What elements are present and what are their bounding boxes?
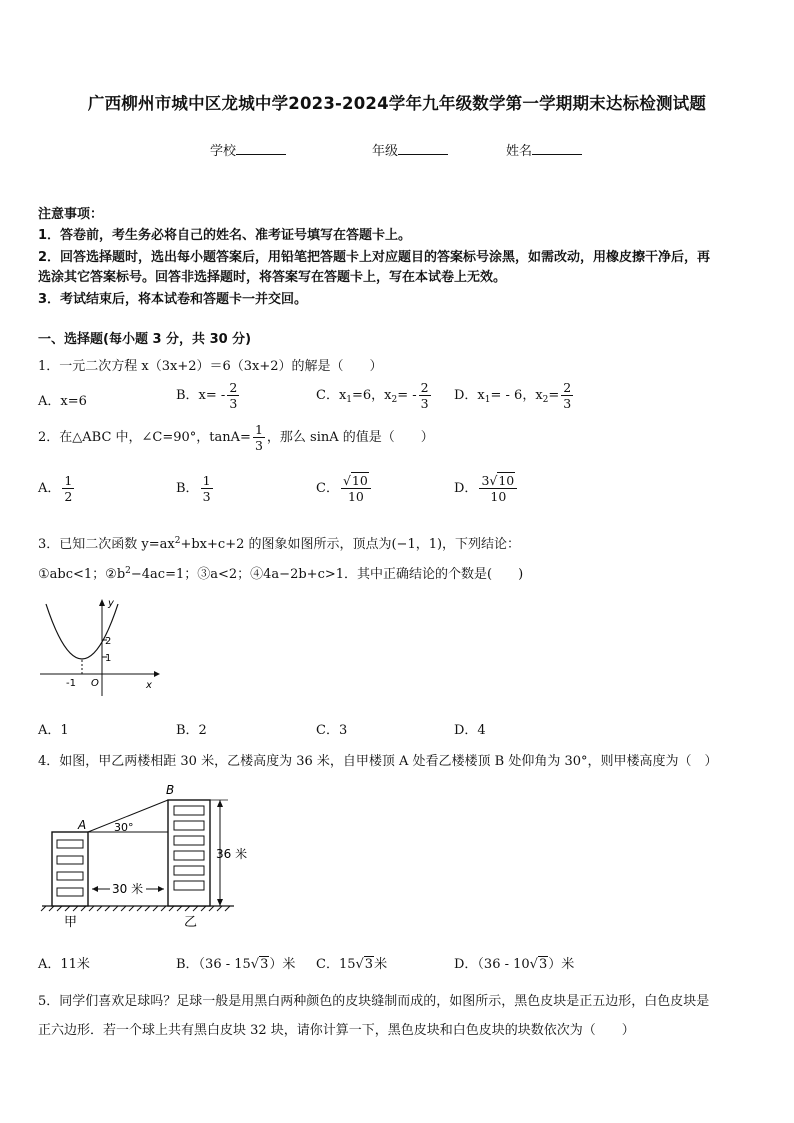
q1-option-b[interactable] bbox=[176, 380, 241, 411]
name-label: 姓名 bbox=[506, 144, 533, 159]
label-b: B bbox=[166, 783, 175, 797]
q1-option-d[interactable]: D．$x_1= - 6$，$x_2=$ $\frac{2}{3}$ bbox=[454, 380, 572, 411]
q3-option-c[interactable]: C．3 bbox=[316, 723, 348, 738]
q5-line2: 正六边形．若一个球上共有黑白皮块 32 块，请你计算一下，黑色皮块和白色皮块的块数依次为（ ） bbox=[38, 1023, 635, 1038]
q4-option-a[interactable]: A．11米 bbox=[38, 957, 90, 972]
q1-b-frac: $\frac{2}{3}$ bbox=[229, 380, 238, 411]
name-field[interactable] bbox=[506, 140, 582, 159]
section-heading: 一、选择题(每小题 3 分，共 30 分) bbox=[38, 332, 252, 347]
q5-line1: 5．同学们喜欢足球吗？足球一般是用黑白两种颜色的皮块缝制而成的，如图所示，黑色皮块是正五边形，白色皮块是 bbox=[38, 994, 710, 1009]
q1-option-a[interactable]: A．x=6 bbox=[38, 394, 87, 409]
note-1: 1．答卷前，考生务必将自己的姓名、准考证号填写在答题卡上。 bbox=[38, 228, 412, 243]
buildings-figure bbox=[38, 780, 268, 932]
label-dist: 30 米 bbox=[112, 882, 144, 896]
q4-option-d[interactable]: D．（36 - 10√3）米 bbox=[454, 957, 575, 972]
q2-option-a[interactable]: A． $\frac{1}{2}$ bbox=[38, 473, 73, 504]
q2-stem: 2．在△ABC 中，∠C=90°，tanA= $\frac{1}{3}$ ，那么 sinA 的值是（ ） bbox=[38, 422, 434, 453]
label-2: 2 bbox=[105, 636, 112, 647]
q2-option-c[interactable]: C． $\frac{√10}{10}$ bbox=[316, 473, 373, 504]
origin-label: O bbox=[91, 678, 99, 689]
q3-statements: ①abc<1；$②b^2-4ac=1$；③a<2；④4a−2b+c>1．其中正确结论的个数是( ) bbox=[38, 566, 524, 582]
page-title: 广西柳州市城中区龙城中学2023-2024学年九年级数学第一学期期末达标检测试题 bbox=[87, 94, 707, 113]
label-1: 1 bbox=[105, 653, 112, 664]
parabola-curve bbox=[46, 604, 118, 659]
q1-option-c[interactable]: C．$x_1=6$，$x_2=$ - $\frac{2}{3}$ bbox=[316, 380, 429, 411]
grade-label: 年级 bbox=[372, 144, 399, 159]
q2-option-b[interactable]: B． $\frac{1}{3}$ bbox=[176, 473, 211, 504]
q3-option-d[interactable]: D．4 bbox=[454, 723, 486, 738]
label-a: A bbox=[78, 818, 87, 832]
q4-option-c[interactable]: C．15√3米 bbox=[316, 957, 388, 972]
x-axis-arrow bbox=[154, 671, 160, 677]
y-axis-arrow bbox=[99, 599, 105, 606]
parabola-graph bbox=[36, 596, 160, 700]
notes-heading: 注意事项： bbox=[38, 207, 104, 222]
q4-stem: 4．如图，甲乙两楼相距 30 米，乙楼高度为 36 米，自甲楼顶 A 处看乙楼楼顶 B 处仰角为 30°，则甲楼高度为（ ） bbox=[38, 754, 718, 769]
q3-option-b[interactable]: B．2 bbox=[176, 723, 207, 738]
note-2b: 选涂其它答案标号。回答非选择题时，将答案写在答题卡上，写在本试卷上无效。 bbox=[38, 270, 507, 285]
q2-option-d[interactable]: D． $\frac{3√10}{10}$ bbox=[454, 473, 519, 504]
ground-hatch bbox=[41, 906, 230, 911]
q1-b-text: B．x= - bbox=[176, 388, 226, 403]
q1-stem: 1．一元二次方程 x（3x+2）＝6（3x+2）的解是（ ） bbox=[38, 359, 383, 374]
label-yi: 乙 bbox=[184, 915, 198, 930]
label-angle: 30° bbox=[114, 821, 134, 834]
grade-field[interactable] bbox=[372, 140, 448, 159]
q4-option-b[interactable]: B．（36 - 15√3）米 bbox=[176, 957, 296, 972]
school-field[interactable] bbox=[210, 140, 286, 159]
label-jia: 甲 bbox=[64, 915, 78, 930]
note-2a: 2．回答选择题时，选出每小题答案后，用铅笔把答题卡上对应题目的答案标号涂黑，如需改动，用橡皮擦干净后，再 bbox=[38, 250, 711, 265]
q3-stem: 3．已知二次函数 $y=ax^2+bx+c+2$ 的图象如图所示，顶点为(−1，1)，下列结论： bbox=[38, 536, 521, 552]
label-height: 36 米 bbox=[216, 847, 248, 861]
y-label: y bbox=[108, 598, 114, 609]
q3-option-a[interactable]: A．1 bbox=[38, 723, 69, 738]
note-3: 3．考试结束后，将本试卷和答题卡一并交回。 bbox=[38, 292, 308, 307]
school-label: 学校 bbox=[210, 144, 237, 159]
x-label: x bbox=[146, 680, 152, 691]
label-neg1: -1 bbox=[66, 678, 76, 689]
